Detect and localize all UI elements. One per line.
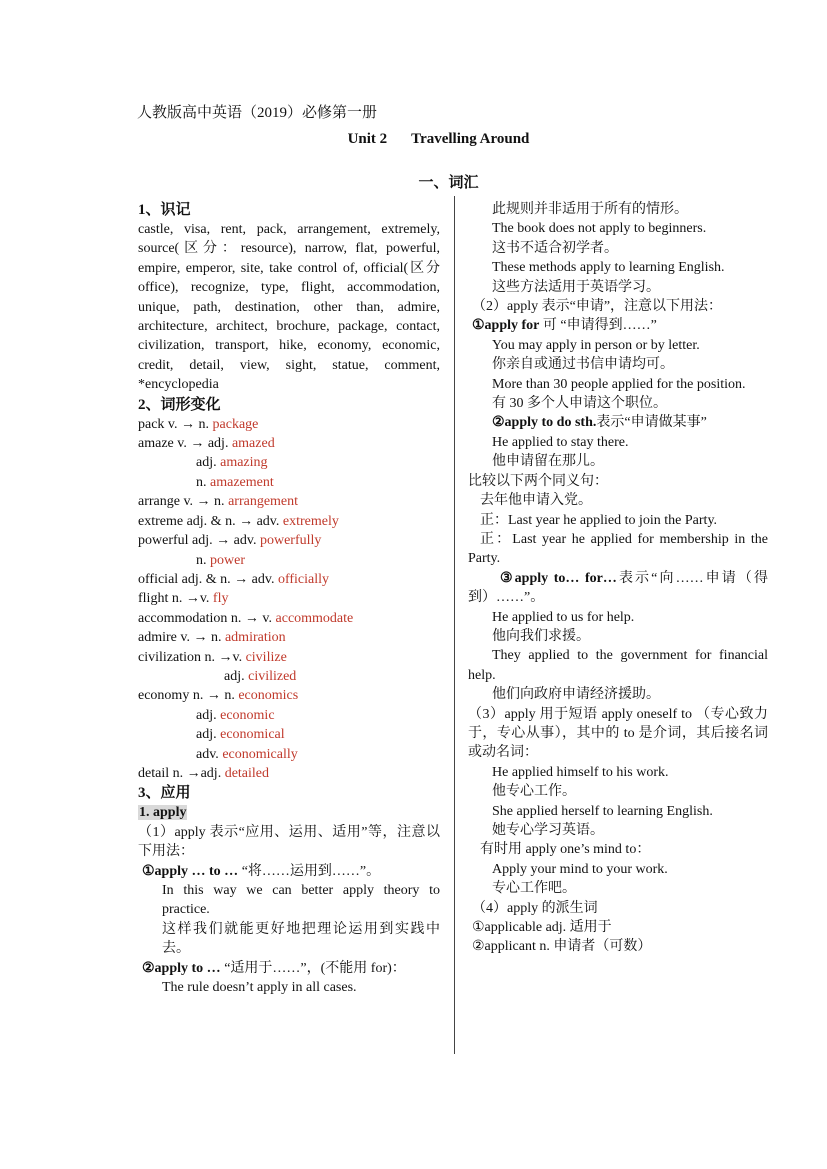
word-form-answer: amazing	[220, 455, 268, 471]
usage-4	[468, 413, 768, 432]
word-form-source: flight n. →v.	[138, 591, 213, 607]
text-line: She applied herself to learning English.	[492, 803, 713, 819]
usage-3-head: ①apply for	[472, 318, 540, 334]
word-form-source: pack v. → n.	[138, 416, 213, 432]
section-title: 一、词汇	[418, 175, 479, 191]
word-form-source: admire v. → n.	[138, 630, 225, 646]
word-form-row	[138, 745, 440, 764]
word-form-source: detail n. →adj.	[138, 765, 225, 781]
usage-1	[138, 862, 440, 881]
word-form-answer: package	[212, 416, 259, 432]
example-2: The rule doesn’t apply in all cases.	[162, 980, 357, 996]
word-form-answer: amazed	[231, 436, 275, 452]
text-line: 此规则并非适用于所有的情形。	[492, 202, 688, 217]
word-form-answer: extremely	[282, 513, 339, 529]
word-form-row	[138, 551, 440, 570]
heading-word-forms: 2、词形变化	[138, 396, 221, 413]
word-form-row	[138, 706, 440, 725]
text-line: 正：Last year he applied for membership in the Party.	[468, 531, 768, 567]
text-line: 正：Last year he applied to join the Party.	[480, 512, 718, 528]
text-line: 他申请留在那儿。	[492, 454, 604, 470]
word-form-row	[138, 434, 440, 453]
word-form-source: adj.	[196, 727, 221, 743]
usage-3	[468, 316, 768, 335]
word-form-answer: detailed	[224, 765, 270, 781]
usage-2-head: ②apply to …	[142, 960, 221, 976]
text-line: ②applicant n. 申请者（可数）	[472, 939, 652, 955]
text-line: 比较以下两个同义句：	[468, 473, 608, 489]
word-form-answer: arrangement	[228, 494, 299, 510]
column-divider	[454, 196, 455, 1054]
unit-title	[0, 131, 827, 148]
word-form-answer: economical	[220, 727, 285, 743]
word-form-row	[138, 570, 440, 589]
left-column	[138, 200, 440, 997]
text-line: 有 30 多个人申请这个职位。	[492, 396, 667, 412]
unit-number: Unit 2	[347, 131, 388, 147]
word-form-source: economy n. → n.	[138, 688, 239, 704]
word-form-source: adv.	[196, 746, 223, 762]
word-form-answer: economic	[220, 707, 275, 723]
word-form-row	[138, 609, 440, 628]
usage-4-meaning: 表示“申请做某事”	[596, 415, 707, 431]
word-form-row	[138, 589, 440, 608]
word-form-row	[138, 473, 440, 492]
text-line: （4）apply 的派生词	[472, 900, 598, 916]
text-line: 这书不适合初学者。	[492, 240, 618, 256]
text-line: 专心工作吧。	[492, 881, 576, 897]
word-form-answer: powerfully	[259, 533, 322, 549]
word-form-source: adj.	[224, 668, 249, 684]
text-line: He applied to us for help.	[492, 609, 635, 625]
word-form-source: civilization n. →v.	[138, 649, 246, 665]
text-line: 他们向政府申请经济援助。	[492, 687, 660, 703]
word-form-answer: admiration	[224, 630, 286, 646]
text-line: 她专心学习英语。	[492, 823, 604, 838]
usage-1-head: ①apply … to …	[142, 863, 239, 879]
word-form-answer: economically	[222, 746, 298, 762]
word-form-row	[138, 453, 440, 472]
usage-5-head: ③apply to… for…	[500, 570, 617, 586]
word-form-source: n.	[196, 474, 210, 490]
text-line: 你亲自或通过书信申请均可。	[492, 357, 674, 373]
word-form-answer: power	[210, 552, 245, 568]
word-form-source: powerful adj. → adv.	[138, 533, 260, 549]
unit-name: Travelling Around	[411, 131, 530, 147]
usage-4-head: ②apply to do sth.	[492, 415, 597, 431]
heading-memorize: 1、识记	[138, 202, 191, 218]
example-1-cn: 这样我们就能更好地把理论运用到实践中去。	[162, 921, 440, 957]
usage-5-meaning: 表示“向……申请（得到）……”。	[468, 570, 768, 606]
word-form-source: extreme adj. & n. → adv.	[138, 513, 283, 529]
text-line: Apply your mind to your work.	[492, 861, 668, 877]
word-form-row	[138, 531, 440, 550]
word-form-row	[138, 512, 440, 531]
word-form-row	[138, 492, 440, 511]
text-line: ①applicable adj. 适用于	[472, 920, 612, 936]
word-form-source: official adj. & n. → adv.	[138, 571, 278, 587]
word-form-row	[138, 686, 440, 705]
word-form-source: accommodation n. → v.	[138, 610, 276, 626]
text-line: They applied to the government for financial help.	[468, 648, 768, 683]
word-form-answer: fly	[212, 591, 229, 607]
apply-label: 1. apply	[139, 805, 187, 821]
vocab-list: castle, visa, rent, pack, arrangement, extremely, source(区分：resource), narrow, flat, powerful, empire, emperor, site, take control of, official(区分 office), recognize, type, flight, accommodation, unique, path, destination, other than, admire, architecture, architect, brochure, package, contact, civilization, transport, hike, economy, economic, credit, detail, view, sight, statue, comment, *encyclopedia	[138, 222, 440, 393]
word-form-source: n.	[196, 552, 210, 568]
word-form-answer: civilized	[248, 668, 297, 684]
text-line: You may apply in person or by letter.	[492, 337, 700, 353]
apply-para-1: （1）apply 表示“应用、运用、适用”等，注意以下用法：	[138, 824, 440, 860]
word-form-answer: amazement	[210, 474, 274, 490]
word-form-answer: economics	[238, 688, 299, 704]
word-form-source: arrange v. → n.	[138, 494, 229, 510]
text-line: The book does not apply to beginners.	[492, 221, 707, 237]
word-form-row	[138, 415, 440, 434]
usage-3-meaning: 可 “申请得到……”	[539, 318, 657, 334]
text-line: These methods apply to learning English.	[492, 260, 725, 276]
word-form-answer: accommodate	[275, 610, 354, 626]
text-line: More than 30 people applied for the position.	[492, 376, 746, 392]
word-form-row	[138, 648, 440, 667]
text-line: He applied himself to his work.	[492, 764, 669, 780]
word-form-answer: officially	[277, 571, 330, 587]
word-form-source: adj.	[196, 455, 221, 471]
text-line: 去年他申请入党。	[480, 493, 592, 509]
word-form-answer: civilize	[245, 649, 287, 665]
text-line: （3）apply 用于短语 apply oneself to （专心致力于，专心从事），其中的 to 是介词，其后接名词或动名词：	[468, 706, 768, 761]
text-line: He applied to stay there.	[492, 434, 629, 450]
right-column	[468, 200, 768, 957]
word-form-row	[138, 764, 440, 783]
word-form-source: adj.	[196, 707, 221, 723]
word-form-row	[138, 667, 440, 686]
word-forms-list	[138, 415, 440, 784]
text-line: 他专心工作。	[492, 784, 576, 800]
usage-1-meaning: “将……运用到……”。	[238, 863, 381, 879]
usage-2-meaning: “适用于……”，(不能用 for)：	[220, 960, 406, 976]
usage-5	[468, 569, 768, 608]
heading-usage: 3、应用	[138, 785, 191, 802]
word-form-row	[138, 725, 440, 744]
text-line: （2）apply 表示“申请”，注意以下用法：	[472, 299, 723, 315]
text-line: 他向我们求援。	[492, 628, 590, 644]
word-form-source: amaze v. → adj.	[138, 436, 232, 452]
usage-2	[138, 959, 440, 978]
page-header: 人教版高中英语（2019）必修第一册	[137, 105, 378, 121]
example-1: In this way we can better apply theory to practice.	[162, 883, 440, 918]
word-form-row	[138, 628, 440, 647]
text-line: 有时用 apply one’s mind to：	[480, 842, 651, 858]
text-line: 这些方法适用于英语学习。	[492, 279, 660, 295]
